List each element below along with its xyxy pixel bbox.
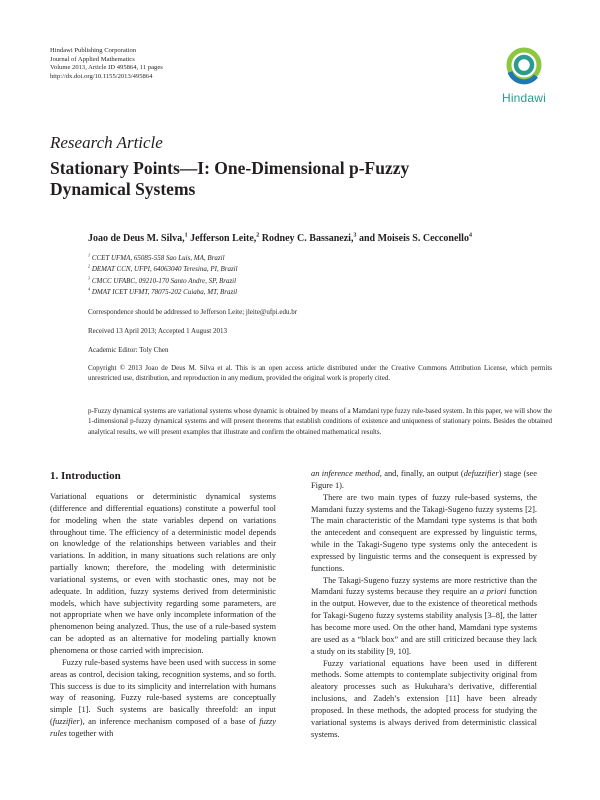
- paper-title-line-2: Dynamical Systems: [50, 179, 196, 199]
- paragraph: The Takagi-Sugeno fuzzy systems are more restrictive than the Mamdani fuzzy systems because they require an a priori function in the output. However, due to the existence of theoretical methods for Takagi-Sugeno fuzzy systems stability analysis [3–8], the latter has become more used. On the other hand, Mamdani type systems are used as a “black box” and are still criticized because they lack a study on its stability [9, 10].: [311, 575, 537, 656]
- volume-info: Volume 2013, Article ID 495864, 11 pages: [50, 64, 163, 72]
- publisher-name: Hindawi Publishing Corporation: [50, 47, 137, 54]
- hindawi-logo: [496, 44, 552, 104]
- copyright-notice: Copyright © 2013 Joao de Deus M. Silva et al. This is an open access article distributed under the Creative Commons Attribution License, which permits unrestricted use, distribution, and reproduction in any medium, provided the original work is properly cited.: [88, 364, 552, 383]
- hindawi-logo-rings-icon: [496, 44, 552, 90]
- affiliation: $^2$ DEMAT CCN, UFPI, 64063040 Teresina, PI, Brazil: [88, 263, 238, 274]
- affiliation: $^3$ CMCC UFABC, 09210-170 Santo Andre, SP, Brazil: [88, 275, 237, 285]
- paragraph: Fuzzy rule-based systems have been used with success in some areas as control, decision taking, recognition systems, and so forth. This success is due to its simplicity and interrelation with humans way of reasoning. Fuzzy rule-based systems are conceptually simple [1]. Such systems are basically threefold: an input (fuzzifier), an inference mechanism composed of a base of fuzzy rules together with: [50, 657, 276, 738]
- author-list: [88, 233, 558, 244]
- paragraph: Variational equations or deterministic dynamical systems (difference and differential equations) constitute a powerful tool for modeling when the state variables depend on variations throughout time. The efficiency of a deterministic model depends on knowledge of the relationships between variables and their variations. In addition, in many situations such relations are only partially known; therefore, the modeling with deterministic variational systems, or even with stochastic ones, may not be adequate. In addition, fuzzy systems derived from deterministic models, which have subjectivity regarding some parameters, are not appropriate when we have only incomplete information of the phenomenon being analyzed. Thus, the use of a rule-based system can be adopted as an alternative for modeling partially known phenomena or those carried with imprecision.: [50, 492, 276, 655]
- author: Joao de Deus M. Silva,$^1$: [88, 232, 188, 244]
- author: Jefferson Leite,$^2$: [190, 232, 260, 244]
- affiliation-list: [88, 253, 238, 298]
- journal-name: Journal of Applied Mathematics: [50, 55, 135, 63]
- paragraph: Fuzzy variational equations have been used in different methods. Some attempts to contemplate subjectivity original from aleatory processes such as Hukuhara’s derivative, differential inclusions, and Zadeh’s extension [11] have been already proposed. In these methods, the adopted process for studying the variational systems is always derived from deterministic classical systems.: [311, 658, 537, 739]
- academic-editor: Academic Editor: Toly Chen: [88, 346, 169, 354]
- author: Rodney C. Bassanezi,$^3$: [261, 232, 357, 244]
- abstract: p-Fuzzy dynamical systems are variational systems whose dynamic is obtained by means of a Mamdani type fuzzy rule-based system. In this paper, we will show the 1-dimensional p-fuzzy dynamical systems and will present theorems that establish conditions of existence and uniqueness of stationary points. Besides the obtained analytical results, we will present examples that illustrate and confirm the obtained mathematical results.: [88, 407, 552, 436]
- section-heading-introduction: 1. Introduction: [50, 470, 121, 482]
- author: and Moiseis S. Cecconello$^4$: [358, 232, 472, 244]
- body-column-right: [311, 468, 537, 740]
- paper-title: [50, 158, 490, 200]
- affiliation: $^4$ DMAT ICET UFMT, 78075-202 Cuiaba, MT, Brazil: [88, 286, 238, 296]
- journal-header: [50, 47, 163, 81]
- correspondence-note: Correspondence should be addressed to Jefferson Leite; jleite@ufpi.edu.br: [88, 308, 298, 316]
- affiliation: $^1$ CCET UFMA, 65085-558 Sao Luis, MA, Brazil: [88, 252, 225, 262]
- paper-title-line-1: Stationary Points—I: One-Dimensional p-Fuzzy: [50, 158, 410, 178]
- body-column-left: [50, 491, 276, 740]
- hindawi-logo-text: Hindawi: [501, 91, 547, 105]
- article-type: Research Article: [50, 133, 163, 152]
- received-accepted-dates: Received 13 April 2013; Accepted 1 August 2013: [88, 327, 228, 335]
- doi-link[interactable]: http://dx.doi.org/10.1155/2013/495864: [50, 72, 153, 80]
- paragraph: There are two main types of fuzzy rule-based systems, the Mamdani fuzzy systems and the Takagi-Sugeno fuzzy systems [2]. The main characteristic of the Mamdani type systems is that both the antecedent and consequent are expressed by linguistic terms, while in the Takagi-Sugeno type systems only the antecedent is expressed by linguistic terms and the consequent is expressed by functions.: [311, 492, 537, 573]
- paragraph: an inference method, and, finally, an output (defuzzifier) stage (see Figure 1).: [311, 469, 537, 490]
